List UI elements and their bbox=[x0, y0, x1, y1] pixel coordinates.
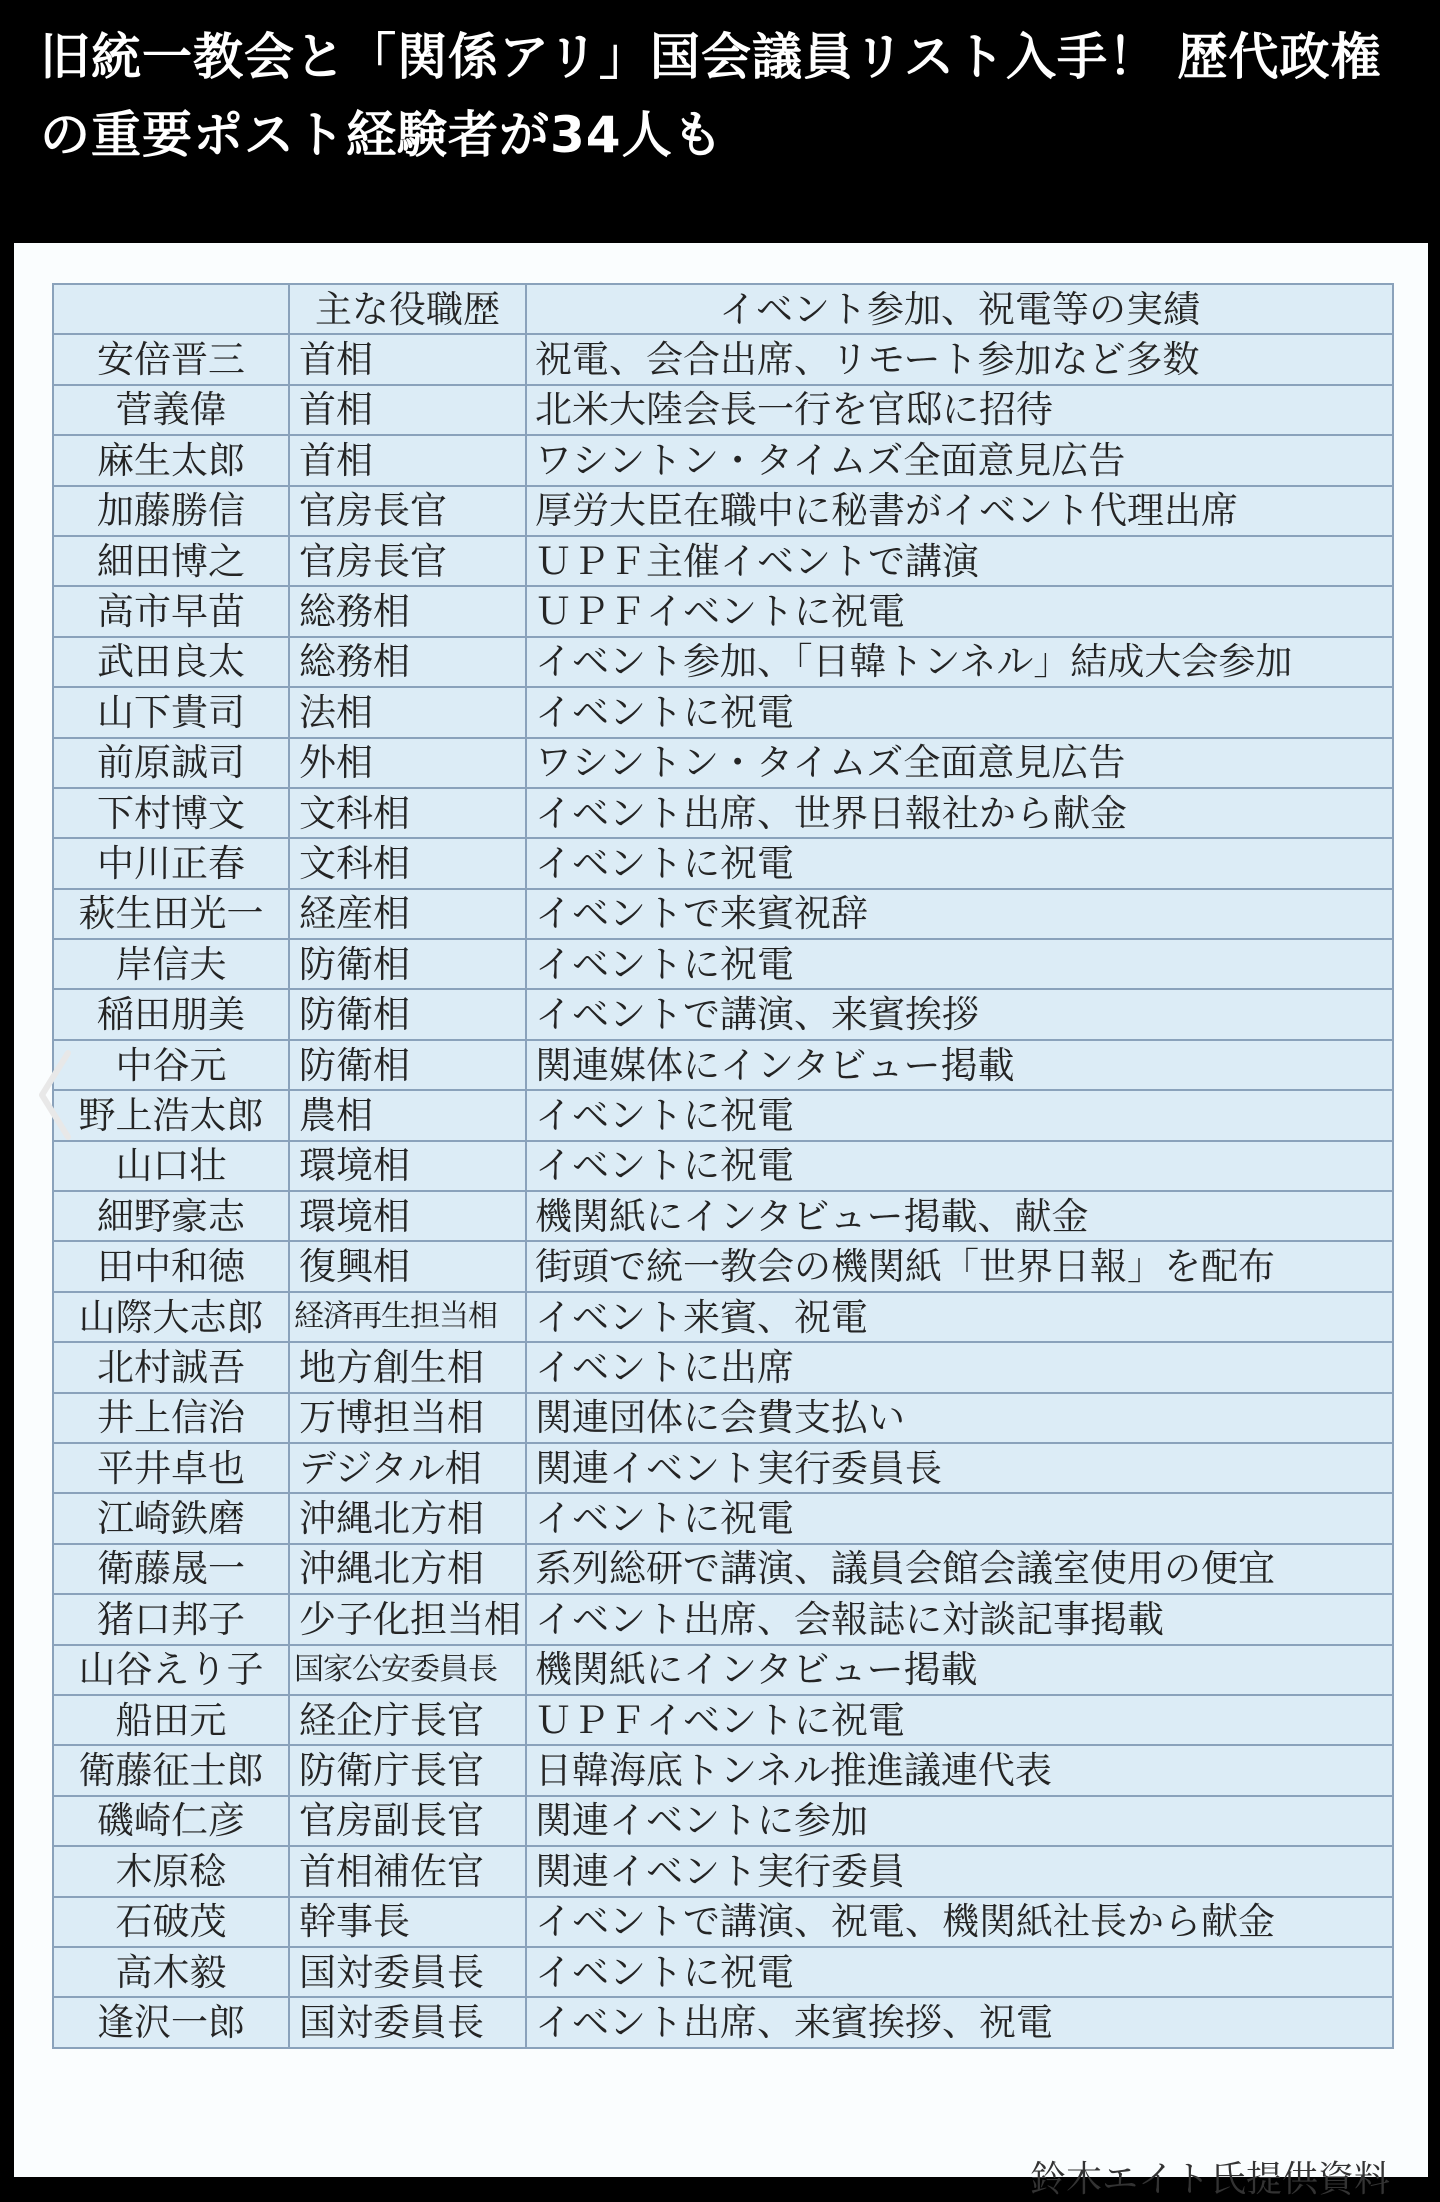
table-row bbox=[53, 838, 1393, 888]
cell-post: 幹事長 bbox=[289, 1897, 526, 1947]
table-row bbox=[53, 586, 1393, 636]
cell-name: 加藤勝信 bbox=[53, 486, 289, 536]
cell-post: 経済再生担当相 bbox=[289, 1292, 526, 1342]
table-row bbox=[53, 1141, 1393, 1191]
cell-post: 防衛相 bbox=[289, 1040, 526, 1090]
cell-post: 沖縄北方相 bbox=[289, 1544, 526, 1594]
cell-name: 下村博文 bbox=[53, 788, 289, 838]
cell-post: 首相 bbox=[289, 334, 526, 384]
cell-post: 国対委員長 bbox=[289, 1947, 526, 1997]
cell-post: 地方創生相 bbox=[289, 1342, 526, 1392]
document-image bbox=[14, 243, 1428, 2200]
table-row bbox=[53, 637, 1393, 687]
cell-activity: 系列総研で講演、議員会館会議室使用の便宜 bbox=[526, 1544, 1393, 1594]
cell-post: 文科相 bbox=[289, 838, 526, 888]
table-row bbox=[53, 1695, 1393, 1745]
cell-name: 山下貴司 bbox=[53, 687, 289, 737]
cell-post: 総務相 bbox=[289, 586, 526, 636]
table-row bbox=[53, 1393, 1393, 1443]
table-row bbox=[53, 687, 1393, 737]
table-row bbox=[53, 1897, 1393, 1947]
legislator-table bbox=[52, 283, 1394, 2049]
cell-name: 平井卓也 bbox=[53, 1443, 289, 1493]
cell-activity: 祝電、会合出席、リモート参加など多数 bbox=[526, 334, 1393, 384]
cell-name: 船田元 bbox=[53, 1695, 289, 1745]
table-row bbox=[53, 1191, 1393, 1241]
table-row bbox=[53, 738, 1393, 788]
cell-activity: 街頭で統一教会の機関紙「世界日報」を配布 bbox=[526, 1241, 1393, 1291]
table-row bbox=[53, 1493, 1393, 1543]
cell-activity: 関連イベントに参加 bbox=[526, 1796, 1393, 1846]
table-row bbox=[53, 486, 1393, 536]
cell-activity: イベントで講演、祝電、機関紙社長から献金 bbox=[526, 1897, 1393, 1947]
cell-activity: 日韓海底トンネル推進議連代表 bbox=[526, 1745, 1393, 1795]
cell-activity: イベントに祝電 bbox=[526, 939, 1393, 989]
cell-post: 国家公安委員長 bbox=[289, 1645, 526, 1695]
cell-post: 法相 bbox=[289, 687, 526, 737]
cell-name: 山谷えり子 bbox=[53, 1645, 289, 1695]
cell-name: 麻生太郎 bbox=[53, 435, 289, 485]
cell-name: 石破茂 bbox=[53, 1897, 289, 1947]
cell-post: 沖縄北方相 bbox=[289, 1493, 526, 1543]
cell-name: 萩生田光一 bbox=[53, 889, 289, 939]
table-row bbox=[53, 1292, 1393, 1342]
cell-activity: イベント出席、会報誌に対談記事掲載 bbox=[526, 1594, 1393, 1644]
table-row bbox=[53, 385, 1393, 435]
table-row bbox=[53, 1846, 1393, 1896]
table-row bbox=[53, 1090, 1393, 1140]
cell-post: 首相補佐官 bbox=[289, 1846, 526, 1896]
cell-activity: イベントに祝電 bbox=[526, 687, 1393, 737]
cell-post: 文科相 bbox=[289, 788, 526, 838]
cell-name: 細野豪志 bbox=[53, 1191, 289, 1241]
cell-post: 防衛庁長官 bbox=[289, 1745, 526, 1795]
cell-name: 井上信治 bbox=[53, 1393, 289, 1443]
cell-post: 総務相 bbox=[289, 637, 526, 687]
cell-activity: イベント参加、「日韓トンネル」結成大会参加 bbox=[526, 637, 1393, 687]
table-row bbox=[53, 1745, 1393, 1795]
table-row bbox=[53, 939, 1393, 989]
table-row bbox=[53, 1947, 1393, 1997]
cell-post: 官房副長官 bbox=[289, 1796, 526, 1846]
cell-post: 経企庁長官 bbox=[289, 1695, 526, 1745]
cell-activity: イベント出席、世界日報社から献金 bbox=[526, 788, 1393, 838]
cell-name: 衛藤晟一 bbox=[53, 1544, 289, 1594]
cell-post: 復興相 bbox=[289, 1241, 526, 1291]
cell-post: 環境相 bbox=[289, 1191, 526, 1241]
cell-name: 岸信夫 bbox=[53, 939, 289, 989]
table-row bbox=[53, 788, 1393, 838]
cell-post: 首相 bbox=[289, 435, 526, 485]
cell-name: 高市早苗 bbox=[53, 586, 289, 636]
table-row bbox=[53, 1594, 1393, 1644]
cell-post: デジタル相 bbox=[289, 1443, 526, 1493]
cell-post: 首相 bbox=[289, 385, 526, 435]
cell-post: 経産相 bbox=[289, 889, 526, 939]
table-row bbox=[53, 1645, 1393, 1695]
cell-post: 防衛相 bbox=[289, 939, 526, 989]
table-row bbox=[53, 435, 1393, 485]
cell-activity: イベントに祝電 bbox=[526, 1141, 1393, 1191]
cell-activity: ＵＰＦ主催イベントで講演 bbox=[526, 536, 1393, 586]
table-header-row bbox=[53, 284, 1393, 334]
cell-activity: 関連イベント実行委員 bbox=[526, 1846, 1393, 1896]
cell-name: 北村誠吾 bbox=[53, 1342, 289, 1392]
chevron-left-icon[interactable] bbox=[36, 1045, 76, 1145]
cell-activity: 北米大陸会長一行を官邸に招待 bbox=[526, 385, 1393, 435]
table-row bbox=[53, 1241, 1393, 1291]
table-row bbox=[53, 334, 1393, 384]
table-row bbox=[53, 1040, 1393, 1090]
cell-activity: イベントに祝電 bbox=[526, 1947, 1393, 1997]
cell-name: 田中和徳 bbox=[53, 1241, 289, 1291]
cell-activity: イベントで来賓祝辞 bbox=[526, 889, 1393, 939]
cell-name: 山口壮 bbox=[53, 1141, 289, 1191]
cell-activity: イベント来賓、祝電 bbox=[526, 1292, 1393, 1342]
cell-post: 官房長官 bbox=[289, 536, 526, 586]
table-row bbox=[53, 1544, 1393, 1594]
cell-name: 中川正春 bbox=[53, 838, 289, 888]
cell-post: 国対委員長 bbox=[289, 1997, 526, 2047]
cell-post: 農相 bbox=[289, 1090, 526, 1140]
header-name bbox=[53, 284, 289, 334]
cell-name: 細田博之 bbox=[53, 536, 289, 586]
cell-post: 防衛相 bbox=[289, 989, 526, 1039]
cell-name: 山際大志郎 bbox=[53, 1292, 289, 1342]
cell-activity: 機関紙にインタビュー掲載、献金 bbox=[526, 1191, 1393, 1241]
table-body bbox=[53, 334, 1393, 2047]
cell-name: 木原稔 bbox=[53, 1846, 289, 1896]
cell-post: 外相 bbox=[289, 738, 526, 788]
cell-activity: イベントに祝電 bbox=[526, 838, 1393, 888]
cell-activity: 関連団体に会費支払い bbox=[526, 1393, 1393, 1443]
cell-post: 少子化担当相 bbox=[289, 1594, 526, 1644]
cell-name: 中谷元 bbox=[53, 1040, 289, 1090]
cell-activity: イベントに出席 bbox=[526, 1342, 1393, 1392]
cell-name: 逢沢一郎 bbox=[53, 1997, 289, 2047]
table-row bbox=[53, 536, 1393, 586]
cell-name: 猪口邦子 bbox=[53, 1594, 289, 1644]
cell-activity: 関連媒体にインタビュー掲載 bbox=[526, 1040, 1393, 1090]
cell-activity: イベントに祝電 bbox=[526, 1493, 1393, 1543]
cell-name: 高木毅 bbox=[53, 1947, 289, 1997]
cell-activity: ワシントン・タイムズ全面意見広告 bbox=[526, 435, 1393, 485]
cell-name: 稲田朋美 bbox=[53, 989, 289, 1039]
table-row bbox=[53, 1342, 1393, 1392]
cell-name: 磯崎仁彦 bbox=[53, 1796, 289, 1846]
cell-activity: ＵＰＦイベントに祝電 bbox=[526, 586, 1393, 636]
table-row bbox=[53, 1796, 1393, 1846]
header-post: 主な役職歴 bbox=[289, 284, 526, 334]
cell-activity: 厚労大臣在職中に秘書がイベント代理出席 bbox=[526, 486, 1393, 536]
table-row bbox=[53, 889, 1393, 939]
cell-activity: 機関紙にインタビュー掲載 bbox=[526, 1645, 1393, 1695]
headline: 旧統一教会と「関係アリ」国会議員リスト入手！ 歴代政権の重要ポスト経験者が34人も bbox=[40, 28, 1382, 164]
cell-activity: ＵＰＦイベントに祝電 bbox=[526, 1695, 1393, 1745]
table-row bbox=[53, 1443, 1393, 1493]
source-credit: 鈴木エイト氏提供資料 bbox=[1029, 2159, 1390, 2200]
cell-activity: 関連イベント実行委員長 bbox=[526, 1443, 1393, 1493]
table-row bbox=[53, 989, 1393, 1039]
cell-name: 野上浩太郎 bbox=[53, 1090, 289, 1140]
cell-post: 万博担当相 bbox=[289, 1393, 526, 1443]
cell-post: 環境相 bbox=[289, 1141, 526, 1191]
cell-name: 江崎鉄磨 bbox=[53, 1493, 289, 1543]
table-row bbox=[53, 1997, 1393, 2047]
cell-name: 前原誠司 bbox=[53, 738, 289, 788]
cell-name: 安倍晋三 bbox=[53, 334, 289, 384]
cell-post: 官房長官 bbox=[289, 486, 526, 536]
cell-name: 菅義偉 bbox=[53, 385, 289, 435]
cell-activity: イベント出席、来賓挨拶、祝電 bbox=[526, 1997, 1393, 2047]
cell-name: 衛藤征士郎 bbox=[53, 1745, 289, 1795]
cell-activity: イベントに祝電 bbox=[526, 1090, 1393, 1140]
cell-name: 武田良太 bbox=[53, 637, 289, 687]
cell-activity: ワシントン・タイムズ全面意見広告 bbox=[526, 738, 1393, 788]
header-activity: イベント参加、祝電等の実績 bbox=[526, 284, 1393, 334]
cell-activity: イベントで講演、来賓挨拶 bbox=[526, 989, 1393, 1039]
